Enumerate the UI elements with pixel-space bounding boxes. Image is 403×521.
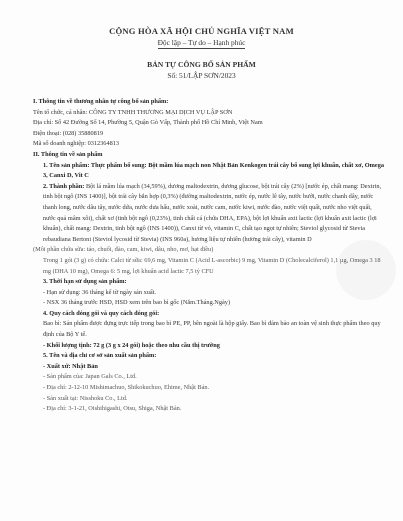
product-name: 1. Tên sản phẩm: Thực phẩm bổ sung: Bột mầm lúa mạch non Nhật Bản Kenkogen trái cây bổ sung lợi khuẩn, chất xơ, Omega 3, Canxi D, Vit C [43, 161, 384, 180]
document-number: Số: 51/LẬP SƠN/2023 [167, 71, 236, 80]
maker-name: - Sản phẩm của: Japan Gals Co., Ltd. [43, 373, 137, 381]
motto-text: Độc lập – Tự do – Hạnh phúc [157, 38, 246, 47]
shelf-life-heading: 3. Thời hạn sử dụng sản phẩm: [43, 278, 127, 286]
composition [33, 182, 385, 246]
country-heading: CỘNG HÒA XÃ HỘI CHỦ NGHĨA VIỆT NAM [109, 26, 294, 36]
packaging-text: Bao bì: Sản phẩm được đựng trực tiếp trong bao bì PE, PP, bên ngoài là hộp giấy. Bao bì đảm bảo an toàn vệ sinh thực phẩm theo quy định của Bộ Y tế. [43, 320, 381, 339]
company-name: Tên tổ chức, cá nhân: CÔNG TY TNHH THƯƠNG MẠI DỊCH VỤ LẬP SƠN [33, 108, 233, 116]
packaging-heading: 4. Quy cách đóng gói và quy cách đóng gói: [43, 309, 160, 317]
section-2-heading: II. Thông tin về sản phẩm [33, 150, 103, 158]
origin-country: - Xuất xứ: Nhật Bản [43, 362, 98, 370]
producer-name: - Sản xuất tại: Nisshoku Co., Ltd. [43, 394, 128, 402]
origin-heading: 5. Tên và địa chỉ cơ sở sản xuất sản phẩm: [43, 352, 157, 360]
company-phone: Điện thoại: (028) 35880819 [33, 129, 104, 137]
composition-text: Bột lá mầm lúa mạch (34,59%), dương maltodextrin, dương glucose, bột trái cây (2%) [nước ép, chất mang: Dextrin, tinh bột ngô (INS 1400)], bột trái cây bắn hợp (0,3%) (đường maltodextrin, nước ép, nước lê tây, nước bưởi, nước chanh dây, nước thanh long, nước dâu tây, nước dứa, nước dưa hấu, nước xoài, nước cam, nước kiwi, nước đào, nước việt quất, nước nho việt quất, nước quả mâm xôi), chất xơ (tinh bột ngô (0,23%), tinh chất cá (chứa DHA, EPA), bột lợi khuẩn axit lactic (lợi khuẩn axit lactic (lợi khuẩn), chất mang: Dextrin, tinh bột ngô (INS 1400)), Canxi từ vỏ, vitamin C, chất tạo ngọt tự nhiên; Steviol glycosid từ Stevia rebaudiana Bertoni (Steviol lycosid từ Stevia) (INS 960a), hương liệu tự nhiên (hương trái cây), vitamin D [43, 182, 382, 243]
company-address: Địa chỉ: Số 42 Đường Số 14, Phường 5, Quận Gò Vấp, Thành phố Hồ Chí Minh, Việt Nam [33, 119, 263, 127]
motto [0, 38, 403, 47]
composition-label: 2. Thành phần: [43, 182, 85, 190]
maker-address: - Địa chỉ: 2-12-10 Mishimachuo, Shikokuchuo, Ehime, Nhật Bản. [43, 384, 210, 392]
net-weight: - Khối lượng tịnh: 72 g (3 g x 24 gói) hoặc theo nhu cầu thị trường [43, 341, 220, 349]
document-body [33, 97, 385, 415]
section-1-heading: I. Thông tin về thương nhân tự công bố sản phẩm: [33, 98, 169, 105]
nutrition-info: Trong 1 gói (3 g) có chứa: Calci từ sữa: 69,6 mg, Vitamin C (Acid L-ascorbic) 9 mg, Vitamin D (Cholecalciferol) 1,1 µg, Omega 3 18 mg (DHA 10 mg), Omega 6: 5 mg, lợi khuẩn acid lactic 7,5 tỷ CFU [43, 256, 381, 275]
producer-address: - Địa chỉ: 3-1-21, Oishihigashi, Otsu, Shiga, Nhật Bản. [43, 405, 182, 413]
company-tax-code: Mã số doanh nghiệp: 0312364813 [33, 140, 120, 148]
allergy-note: (Môi phần chứa sữa: táo, chuối, đào, cam, kiwi, dâu, nho, mơ, hạt điều) [33, 246, 214, 254]
shelf-life-1: - Hạn sử dụng: 36 tháng kể từ ngày sản xuất. [43, 288, 156, 296]
shelf-life-2: - NSX 36 tháng trước HSD, HSD xem trên bao bì gốc (Năm.Tháng.Ngày) [43, 299, 231, 307]
document-title: BẢN TỰ CÔNG BỐ SẢN PHẨM [147, 60, 256, 69]
